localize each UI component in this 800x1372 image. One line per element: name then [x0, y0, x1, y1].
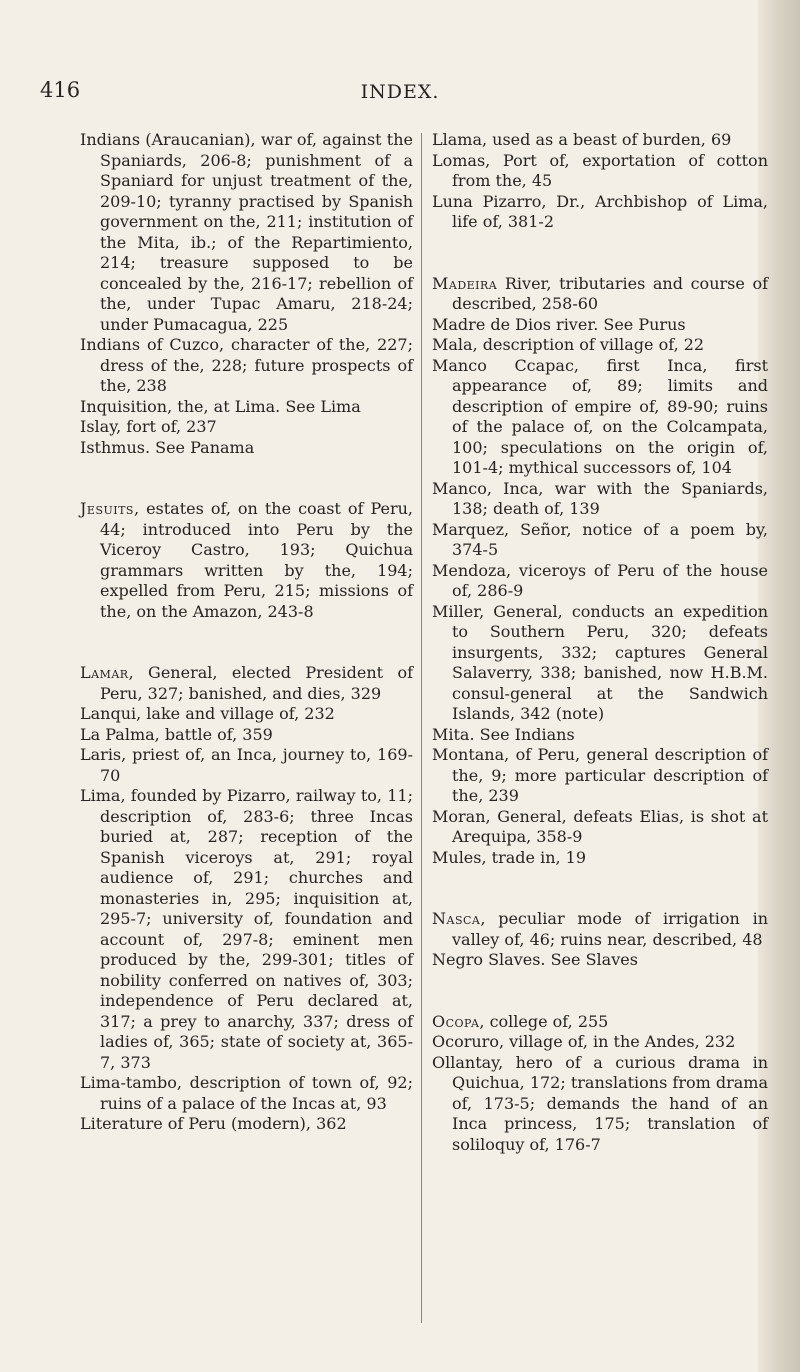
column-divider — [421, 133, 422, 1323]
index-entry — [80, 438, 413, 459]
index-entry-text: La Palma, battle of, 359 — [80, 724, 273, 744]
index-entry — [80, 745, 413, 786]
index-entry — [432, 192, 768, 233]
index-entry — [80, 725, 413, 746]
index-entry — [80, 397, 413, 418]
index-entry-text: Luna Pizarro, Dr., Archbishop of Lima, life of, 381-2 — [432, 191, 768, 231]
index-entry — [432, 725, 768, 746]
index-entry-text: Llama, used as a beast of burden, 69 — [432, 130, 732, 149]
index-entry — [432, 151, 768, 192]
index-entry — [432, 274, 768, 315]
index-entry — [432, 950, 768, 971]
index-entry-lead: Lamar — [80, 663, 129, 682]
index-entry-text: , college of, 255 — [479, 1011, 609, 1031]
index-entry-text: Indians (Araucanian), war of, against the Spaniards, 206-8; punishment of a Spaniard for unjust treatment of the, 209-10; tyranny practised by Spanish government on the, 211; institution of the Mita, ib.; of the Repartimiento, 214; treasure supposed to be concealed by the, 216-17; rebellion of the, under Tupac Amaru, 218-24; under Pumacagua, 225 — [80, 130, 413, 334]
index-entry-text: Laris, priest of, an Inca, journey to, 169-70 — [80, 745, 413, 785]
index-entry — [432, 602, 768, 725]
index-entry-text: Mala, description of village of, 22 — [432, 335, 705, 354]
index-entry — [80, 499, 413, 622]
index-entry — [432, 909, 768, 950]
index-entry-text: Moran, General, defeats Elias, is shot at Arequipa, 358-9 — [432, 806, 768, 846]
index-entry-lead: Nasca — [432, 909, 481, 928]
index-entry — [432, 745, 768, 807]
index-entry — [80, 417, 413, 438]
index-entry-text: Ocoruro, village of, in the Andes, 232 — [432, 1032, 736, 1051]
index-entry — [432, 1053, 768, 1156]
index-entry-text: Manco Ccapac, first Inca, first appearance of, 89; limits and description of empire of, 89-90; ruins of the palace of, on the Colcampata, 100; speculations on the origin of, 101-4; mythical successors of, 104 — [432, 355, 768, 477]
index-entry-text: Ollantay, hero of a curious drama in Quichua, 172; translations from drama of, 173-5; demands the hand of an Inca princess, 175; translation of soliloquy of, 176-7 — [432, 1052, 769, 1154]
index-entry — [432, 356, 768, 479]
index-entry-text: Manco, Inca, war with the Spaniards, 138; death of, 139 — [432, 478, 768, 518]
running-head-text: INDEX. — [360, 81, 440, 103]
index-entry-text: , General, elected President of Peru, 327; banished, and dies, 329 — [100, 663, 413, 703]
index-entry-text: Mita. See Indians — [432, 724, 575, 744]
index-entry — [432, 807, 768, 848]
index-entry-text: Isthmus. See Panama — [80, 437, 255, 457]
index-entry-text: Islay, fort of, 237 — [80, 417, 217, 436]
index-entry — [432, 561, 768, 602]
index-entry-text: Montana, of Peru, general description of the, 9; more particular description of the, 239 — [432, 745, 768, 805]
index-entry — [432, 479, 768, 520]
index-entry — [80, 130, 413, 335]
index-entry-lead: Madeira — [432, 273, 498, 293]
index-entry-text: Lomas, Port of, exportation of cotton from the, 45 — [432, 150, 768, 190]
index-entry-text: Marquez, Señor, notice of a poem by, 374-5 — [432, 519, 768, 559]
index-entry — [80, 335, 413, 397]
index-entry — [80, 1073, 413, 1114]
index-entry-text: Lanqui, lake and village of, 232 — [80, 704, 335, 723]
index-entry — [80, 1114, 413, 1135]
index-entry-text: River, tributaries and course of described, 258-60 — [452, 273, 768, 313]
index-entry — [432, 848, 768, 869]
index-entry — [80, 704, 413, 725]
index-entry-text: Lima, founded by Pizarro, railway to, 11; description of, 283-6; three Incas buried at, 287; reception of the Spanish viceroys at, 291; royal audience of, 291; churches and monasteries in, 295; inquisition at, 295-7; university of, foundation and account of, 297-8; eminent men produced by the, 299-301; titles of nobility conferred on natives of, 303; independence of Peru declared at, 317; a prey to anarchy, 337; dress of ladies of, 365; state of society at, 365-7, 373 — [80, 786, 413, 1072]
index-entry — [432, 335, 768, 356]
index-entry-text: Mules, trade in, 19 — [432, 847, 587, 867]
index-entry-text: Negro Slaves. See Slaves — [432, 950, 638, 969]
index-entry-text: Miller, General, conducts an expedition to Southern Peru, 320; defeats insurgents, 332; captures General Salaverry, 338; banished, now H.B.M. consul-general at the Sandwich Islands, 342 (note) — [432, 601, 768, 723]
index-entry-text: Literature of Peru (modern), 362 — [80, 1114, 347, 1133]
index-entry-lead: Ocopa — [432, 1011, 480, 1031]
index-entry-text: , estates of, on the coast of Peru, 44; introduced into Peru by the Viceroy Castro, 193; Quichua grammars written by the, 194; expelled from Peru, 215; missions of the, on the Amazon, 243-8 — [100, 499, 413, 621]
index-entry — [80, 786, 413, 1073]
index-entry — [432, 520, 768, 561]
index-column-right — [432, 130, 768, 1155]
index-column-left — [80, 130, 413, 1135]
index-entry-lead: Jesuits — [80, 499, 134, 518]
index-entry — [432, 315, 768, 336]
index-entry-text: Mendoza, viceroys of Peru of the house of, 286-9 — [432, 560, 768, 600]
index-entry — [432, 130, 768, 151]
index-entry-text: Indians of Cuzco, character of the, 227; dress of the, 228; future prospects of the, 238 — [80, 335, 413, 395]
page-number: 416 — [40, 78, 81, 102]
index-entry — [80, 663, 413, 704]
index-entry-text: Madre de Dios river. See Purus — [432, 314, 686, 334]
index-entry-text: Lima-tambo, description of town of, 92; ruins of a palace of the Incas at, 93 — [80, 1073, 413, 1113]
index-entry-text: , peculiar mode of irrigation in valley of, 46; ruins near, described, 48 — [452, 909, 768, 949]
index-entry — [432, 1032, 768, 1053]
index-entry-text: Inquisition, the, at Lima. See Lima — [80, 396, 361, 416]
index-entry — [432, 1012, 768, 1033]
